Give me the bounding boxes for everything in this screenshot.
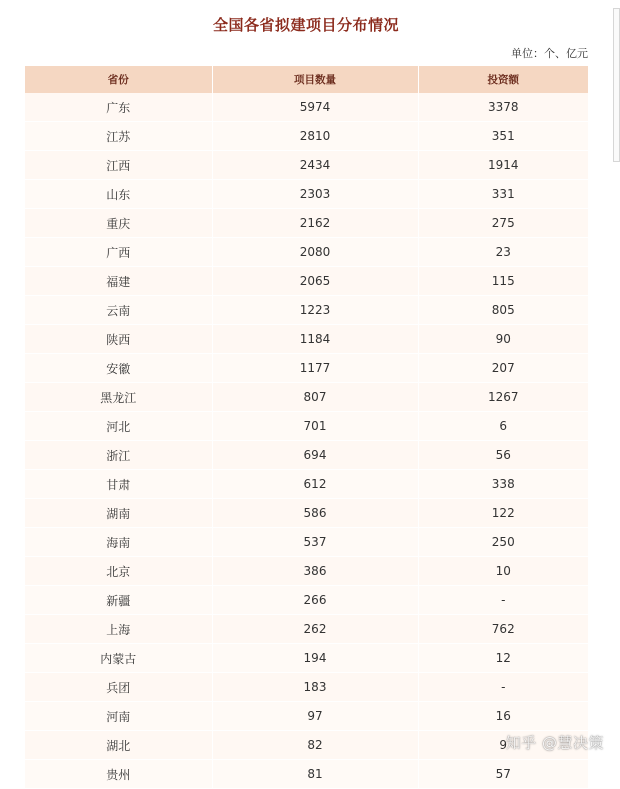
cell-province: 湖北 [25, 731, 212, 760]
cell-project-count: 694 [212, 441, 418, 470]
table-row [25, 151, 588, 180]
cell-province: 上海 [25, 615, 212, 644]
cell-project-count: 194 [212, 644, 418, 673]
cell-province: 黑龙江 [25, 383, 212, 412]
cell-province: 浙江 [25, 441, 212, 470]
data-table [25, 66, 588, 789]
cell-investment: 338 [418, 470, 588, 499]
cell-project-count: 537 [212, 528, 418, 557]
table-row [25, 644, 588, 673]
cell-investment: 805 [418, 296, 588, 325]
header-province: 省份 [25, 66, 212, 93]
cell-province: 广西 [25, 238, 212, 267]
cell-investment: 331 [418, 180, 588, 209]
table-row [25, 731, 588, 760]
header-project-count: 项目数量 [212, 66, 418, 93]
cell-investment: 250 [418, 528, 588, 557]
cell-investment: 122 [418, 499, 588, 528]
watermark: 知乎 @慧决策 [505, 734, 604, 752]
cell-project-count: 1223 [212, 296, 418, 325]
table-row [25, 441, 588, 470]
page-title: 全国各省拟建项目分布情况 [212, 16, 399, 34]
cell-province: 兵团 [25, 673, 212, 702]
cell-province: 甘肃 [25, 470, 212, 499]
cell-project-count: 2065 [212, 267, 418, 296]
table-row [25, 673, 588, 702]
cell-province: 贵州 [25, 760, 212, 789]
cell-investment: 12 [418, 644, 588, 673]
cell-province: 湖南 [25, 499, 212, 528]
cell-investment: 6 [418, 412, 588, 441]
header-investment: 投资额 [418, 66, 588, 93]
cell-project-count: 2162 [212, 209, 418, 238]
cell-project-count: 807 [212, 383, 418, 412]
cell-province: 河南 [25, 702, 212, 731]
scrollbar[interactable] [613, 8, 620, 162]
cell-investment: 90 [418, 325, 588, 354]
table-row [25, 470, 588, 499]
table-row [25, 557, 588, 586]
cell-investment: 762 [418, 615, 588, 644]
cell-investment: 16 [418, 702, 588, 731]
cell-investment: - [418, 586, 588, 615]
cell-investment: 10 [418, 557, 588, 586]
cell-province: 北京 [25, 557, 212, 586]
cell-project-count: 2080 [212, 238, 418, 267]
table-row [25, 615, 588, 644]
cell-project-count: 612 [212, 470, 418, 499]
cell-province: 重庆 [25, 209, 212, 238]
cell-project-count: 2810 [212, 122, 418, 151]
cell-project-count: 183 [212, 673, 418, 702]
cell-investment: 57 [418, 760, 588, 789]
table-row [25, 354, 588, 383]
cell-project-count: 2303 [212, 180, 418, 209]
cell-investment: 56 [418, 441, 588, 470]
cell-project-count: 386 [212, 557, 418, 586]
table-header-row [25, 66, 588, 93]
table-row [25, 296, 588, 325]
table-row [25, 528, 588, 557]
cell-investment: 351 [418, 122, 588, 151]
table-row [25, 238, 588, 267]
table-row [25, 760, 588, 789]
cell-project-count: 81 [212, 760, 418, 789]
cell-investment: 3378 [418, 93, 588, 122]
cell-province: 河北 [25, 412, 212, 441]
cell-project-count: 97 [212, 702, 418, 731]
cell-investment: 1267 [418, 383, 588, 412]
cell-province: 山东 [25, 180, 212, 209]
cell-province: 广东 [25, 93, 212, 122]
cell-province: 江西 [25, 151, 212, 180]
table-row [25, 702, 588, 731]
cell-project-count: 266 [212, 586, 418, 615]
table-row [25, 267, 588, 296]
cell-province: 江苏 [25, 122, 212, 151]
cell-project-count: 5974 [212, 93, 418, 122]
cell-project-count: 701 [212, 412, 418, 441]
cell-investment: 9 [418, 731, 588, 760]
table-row [25, 93, 588, 122]
cell-project-count: 2434 [212, 151, 418, 180]
table-row [25, 499, 588, 528]
cell-province: 安徽 [25, 354, 212, 383]
table-row [25, 586, 588, 615]
cell-investment: 1914 [418, 151, 588, 180]
cell-province: 海南 [25, 528, 212, 557]
unit-note: 单位：个、亿元 [511, 47, 588, 60]
cell-province: 福建 [25, 267, 212, 296]
cell-province: 内蒙古 [25, 644, 212, 673]
cell-investment: 23 [418, 238, 588, 267]
table-row [25, 383, 588, 412]
cell-investment: - [418, 673, 588, 702]
cell-project-count: 262 [212, 615, 418, 644]
cell-project-count: 586 [212, 499, 418, 528]
cell-project-count: 1184 [212, 325, 418, 354]
table-row [25, 180, 588, 209]
table-row [25, 209, 588, 238]
cell-project-count: 1177 [212, 354, 418, 383]
cell-investment: 115 [418, 267, 588, 296]
cell-investment: 275 [418, 209, 588, 238]
cell-project-count: 82 [212, 731, 418, 760]
cell-province: 新疆 [25, 586, 212, 615]
table-row [25, 412, 588, 441]
table-row [25, 122, 588, 151]
cell-province: 陕西 [25, 325, 212, 354]
table-row [25, 325, 588, 354]
cell-province: 云南 [25, 296, 212, 325]
cell-investment: 207 [418, 354, 588, 383]
